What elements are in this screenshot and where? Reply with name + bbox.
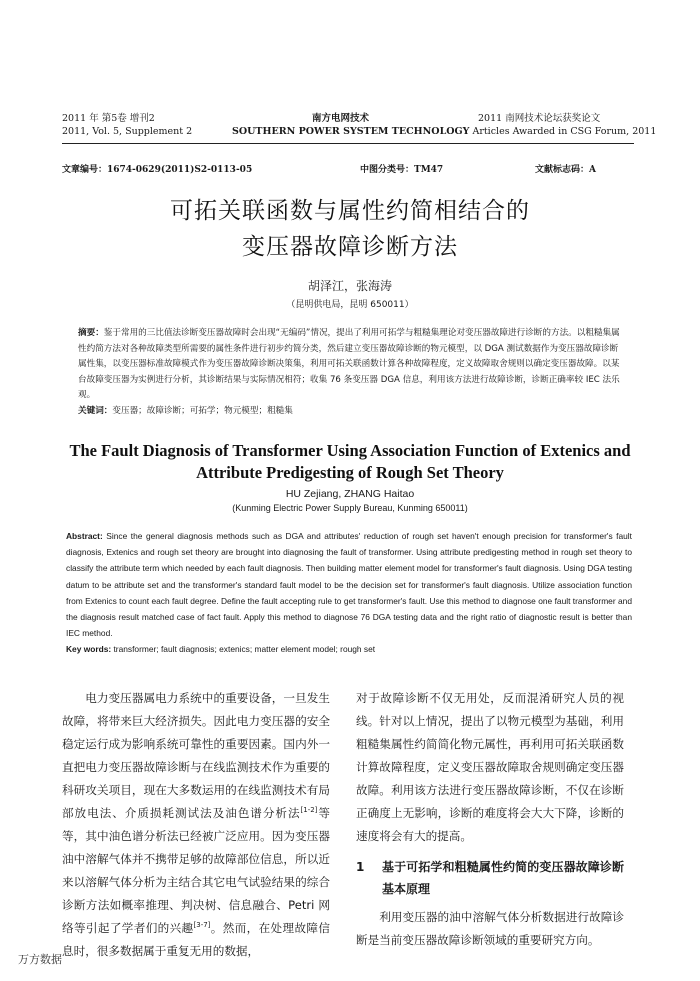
en-keywords-text: transformer; fault diagnosis; extenics; matter element model; rough set [113, 644, 376, 655]
cn-title-line2: 变压器故障诊断方法 [242, 234, 458, 260]
body-paragraph-3: 利用变压器的油中溶解气体分析数据进行故障诊断是当前变压器故障诊断领域的重要研究方向。 [356, 910, 624, 947]
en-affiliation: (Kunming Electric Power Supply Bureau, Kunming 650011) [232, 503, 468, 513]
journal-issue-en: 2011, Vol. 5, Supplement 2 [62, 126, 193, 137]
body-paragraph-2: 对于故障诊断不仅无用处，反而混淆研究人员的视线。针对以上情况，提出了以物元模型为基础，利用粗糙集属性约简简化物元属性，再利用可拓关联函数计算故障程度，定义变压器故障取舍规则确定变压器故障。利用该方法进行变压器故障诊断，不仅在诊断正确度上无影响，诊断的难度将会大大下降，诊断的速度将会有大的提高。 [356, 691, 624, 843]
citation-3-7: [3-7] [193, 921, 211, 930]
cn-abstract-text: 鉴于常用的三比值法诊断变压器故障时会出现“无编码”情况，提出了利用可拓学与粗糙集理论对变压器故障进行诊断的方法。以粗糙集属性约简方法对各种故障类型所需要的属性条件进行初步约简分类，然后建立变压器故障诊断的物元模型，以 DGA 测试数据作为变压器故障诊断属性集，以变压器标准故障模式作为变压器故障诊断决策集，利用可拓关联函数计算各种故障程度，定义故障取舍规则以确定变压器故障。以某台故障变压器为实例进行分析，其诊断结果与实际情况相符；收集 76 条变压器 DGA 信息，利用该方法进行故障诊断，诊断正确率较 IEC 法乐观。 [78, 328, 620, 400]
forum-note-cn: 2011 南网技术论坛获奖论文 [478, 113, 601, 124]
header-rule [62, 143, 634, 144]
journal-name-cn: 南方电网技术 [312, 113, 370, 124]
citation-1-2: [1-2] [300, 806, 318, 815]
article-number: 文章编号：1674-0629(2011)S2-0113-05 [62, 165, 253, 175]
en-title-line2: Attribute Predigesting of Rough Set Theory [196, 463, 504, 482]
en-abstract [66, 528, 632, 658]
forum-note-en: Articles Awarded in CSG Forum, 2011 [472, 126, 657, 137]
body-text: 电力变压器属电力系统中的重要设备，一旦发生故障，将带来巨大经济损失。因此电力变压器的安全稳定运行成为影响系统可靠性的重要因素。国内外一直把电力变压器故障诊断与在线监测技术作为重要的科研攻关项目，现在大多数运用的在线监测技术有局部放电法、介质损耗测试法及油色谱分析法 [62, 691, 330, 820]
body-text: 等等，其中油色谱分析法已经被广泛应用。因为变压器油中溶解气体并不携带足够的故障部位信息，所以近来以溶解气体分析为主结合其它电气试验结果的综合诊断方法如概率推理、判决树、信息融合、Petri 网络等引起了学者们的兴趣 [62, 806, 330, 935]
section-title: 基于可拓学和粗糙属性约简的变压器故障诊断基本原理 [382, 860, 624, 896]
cn-keywords-label: 关键词： [78, 405, 113, 416]
cn-abstract [78, 326, 626, 419]
journal-issue-cn: 2011 年 第5卷 增刊2 [62, 113, 155, 124]
en-abstract-text: Since the general diagnosis methods such as DGA and attributes' reduction of rough set haven't enough precision for transformer's fault diagnosis, Extenics and rough set theory are brought into diagnosing the fault of transformer. Using attribute predigesting method in rough set theory to classify the attribute term which needed by each fault diagnosis. Then building matter element model for transformer's fault diagnosis. Using DGA testing datum to be attribute set and the transformer's standard fault model to be the decision set for transformer's fault diagnosis. Utilize association function from Extenics to count each fault degree. Define the fault accepting rule to get transformer's fault. Use this method to diagnose one fault transformer and the diagnosis result matched case of fact fault. Apply this method to diagnose 76 DGA testing data and the right ratio of diagnostic result is better than IEC method. [66, 531, 632, 639]
body-text: 。然而，在处理故障信息时，很多数据属于重复无用的数据， [62, 921, 330, 958]
en-title-line1: The Fault Diagnosis of Transformer Using Association Function of Extenics and [69, 441, 631, 460]
en-authors: HU Zejiang, ZHANG Haitao [285, 488, 415, 500]
journal-name-en: SOUTHERN POWER SYSTEM TECHNOLOGY [232, 126, 470, 137]
document-code: 文献标志码：A [535, 165, 596, 175]
body-right-column [356, 687, 624, 952]
clc-number: 中图分类号：TM47 [360, 165, 444, 175]
body-left-column [62, 687, 330, 963]
header-right [478, 112, 600, 125]
cn-abstract-label: 摘要： [78, 328, 104, 338]
body-paragraph-1 [62, 687, 330, 963]
header-left [62, 112, 192, 138]
watermark-text: 万方数据 [18, 953, 62, 966]
en-abstract-label: Abstract: [66, 531, 103, 541]
section-number: 1 [356, 860, 365, 874]
cn-authors: 胡泽江，张海涛 [307, 279, 392, 293]
cn-keywords-text: 变压器；故障诊断；可拓学；物元模型；粗糙集 [112, 405, 293, 416]
en-keywords-label: Key words: [66, 644, 112, 655]
cn-title-line1: 可拓关联函数与属性约简相结合的 [170, 198, 530, 224]
cn-affiliation: （昆明供电局，昆明 650011） [286, 300, 414, 310]
section-heading-1 [356, 856, 624, 900]
